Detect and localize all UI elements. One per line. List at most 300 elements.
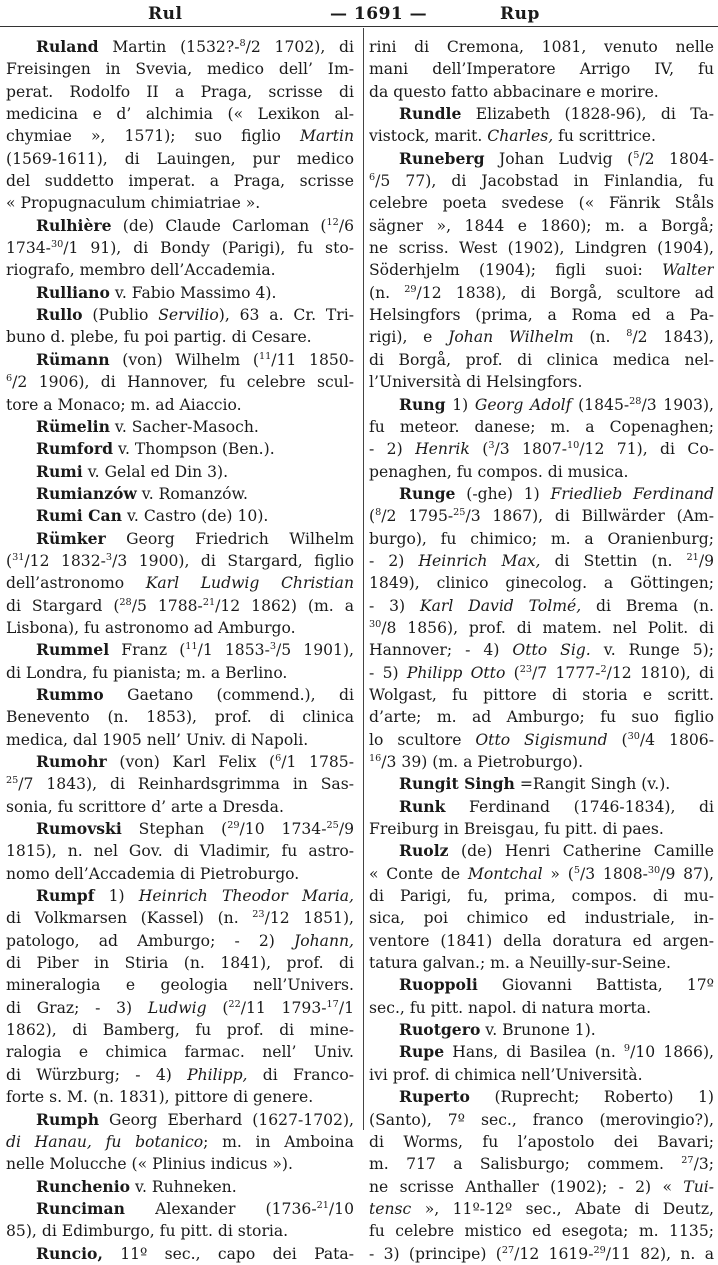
text-run: di Stettin (n. [540, 551, 687, 570]
headword: Rumianzów [36, 483, 137, 503]
text-run: » ( [542, 864, 574, 883]
headword: Runcio, [36, 1243, 103, 1263]
text-line [369, 572, 714, 594]
headword: Rumph [36, 1109, 100, 1129]
text-line [369, 1131, 714, 1153]
text-run: vistock, marit. [369, 127, 488, 146]
text-run: - 3) (principe) ( [369, 1244, 502, 1263]
italic-text: Johan Wilhelm [448, 328, 574, 347]
entry-start-line [6, 349, 354, 371]
superscript: 30 [647, 864, 661, 876]
superscript: 11 [258, 350, 272, 362]
text-line [6, 371, 354, 393]
entry-start-line [369, 773, 714, 795]
text-run: fu scrittrice. [553, 127, 656, 146]
text-run: fu meteor. danese; m. a Copenaghen; [369, 417, 714, 436]
text-run: 1849), clinico ginecolog. a Göttingen; [369, 574, 714, 593]
superscript: 8 [375, 507, 382, 519]
text-run: v. Fabio Massimo 4). [109, 283, 277, 302]
text-run: di Worms, fu l’apostolo dei Bavari; [369, 1132, 714, 1151]
italic-text: Servilio [158, 306, 219, 325]
text-run: Martin (1532?- [98, 38, 240, 56]
text-line [6, 930, 354, 952]
superscript: 28 [119, 596, 132, 608]
text-run: (von) Wilhelm ( [109, 350, 259, 369]
text-run: tatura galvan.; m. a Neuilly-sur-Seine. [369, 954, 671, 973]
text-run: di Graz; - 3) [6, 998, 148, 1017]
headword: Rumpf [36, 886, 95, 906]
text-run: =Rangit Singh (v.). [514, 775, 671, 794]
text-run: m. 717 a Salisburgo; commem. [369, 1155, 682, 1174]
superscript: 29 [593, 1244, 606, 1256]
text-run: Freiburg in Breisgau, fu pitt. di paes. [369, 820, 664, 839]
text-run: /9 [698, 551, 714, 570]
text-line [369, 125, 714, 147]
text-run: patologo, ad Amburgo; - 2) [6, 931, 294, 950]
text-line [6, 796, 354, 818]
text-run: chymiae », 1571); suo figlio [6, 127, 300, 146]
text-run: /7 1843), di Reinhardsgrimma in Sas- [18, 775, 354, 794]
entry-start-line [6, 528, 354, 550]
headword: Ruoppoli [399, 975, 478, 995]
text-run: rigi), e [369, 328, 449, 347]
text-line [369, 729, 714, 751]
entry-start-line [6, 36, 354, 58]
entry-start-line [6, 1198, 354, 1220]
italic-text: Otto Sig. [512, 641, 591, 660]
superscript: 3 [488, 440, 495, 451]
superscript: 6 [369, 171, 376, 183]
superscript: 30 [627, 730, 640, 742]
text-line [6, 125, 354, 147]
text-run: sec., fu pitt. napol. di natura morta. [369, 998, 652, 1017]
entry-start-line [6, 1176, 354, 1198]
text-run: (-ghe) 1) [455, 484, 551, 503]
text-line [369, 1220, 714, 1242]
headword: Rulhière [36, 215, 112, 235]
text-run: ), 63 a. Cr. Tri- [218, 306, 354, 325]
entry-start-line [6, 751, 354, 773]
text-line [6, 550, 354, 572]
entry-start-line [6, 505, 354, 527]
headword: Rulliano [36, 282, 110, 302]
text-run: (n. [369, 283, 405, 302]
entry-start-line [369, 796, 714, 818]
italic-text: Friedlieb Ferdinand [550, 484, 714, 503]
headword: Rümelin [36, 416, 110, 436]
text-run: /12 1862) (m. a [215, 596, 354, 615]
superscript: 29 [227, 819, 240, 831]
italic-text: Martin [299, 127, 354, 146]
text-line [6, 662, 354, 684]
text-line [6, 706, 354, 728]
text-run: ivi prof. di chimica nell’Università. [369, 1065, 643, 1084]
italic-text: Henrik [415, 440, 470, 459]
entry-start-line [6, 416, 354, 438]
text-line [6, 1220, 354, 1242]
text-run: ( [6, 551, 13, 570]
superscript: 3 [269, 641, 276, 653]
italic-text: Montchal [467, 864, 543, 883]
text-run: /9 [338, 820, 354, 839]
text-line [369, 1176, 714, 1198]
text-line [6, 1041, 354, 1063]
text-run: da questo fatto abbacinare e morire. [369, 82, 659, 101]
text-run: /4 1806- [639, 730, 714, 749]
headword: Rummel [36, 640, 110, 660]
text-line [369, 349, 714, 371]
text-run: buno d. plebe, fu poi partig. di Cesare. [6, 328, 312, 347]
text-run: /3 1808- [579, 864, 648, 883]
text-run: di Parigi, fu, prima, compos. di mu- [369, 887, 714, 906]
text-line [369, 259, 714, 281]
text-run: /12 1619- [514, 1244, 594, 1263]
text-line [369, 930, 714, 952]
italic-text: Heinrich Max, [418, 551, 541, 570]
text-line [369, 818, 714, 840]
italic-text: Charles, [487, 127, 554, 146]
text-line [6, 58, 354, 80]
text-run: /2 1702), di [245, 38, 354, 56]
text-line [369, 304, 714, 326]
text-run: (1845- [571, 395, 630, 414]
headword: Rungit Singh [399, 774, 515, 794]
text-run: ( [607, 730, 628, 749]
entry-start-line [6, 483, 354, 505]
text-run: sonia, fu scrittore d’ arte a Dresda. [6, 797, 284, 816]
text-run: ; m. in Amboina [203, 1132, 354, 1151]
superscript: 22 [228, 998, 241, 1010]
text-run: ( [469, 440, 489, 459]
superscript: 25 [326, 819, 339, 831]
text-run: ( [505, 663, 520, 682]
text-run: /3 1867), di Billwärder (Am- [465, 507, 714, 526]
text-run: /12 1832- [24, 551, 106, 570]
text-run: di Volkmarsen (Kassel) (n. [6, 909, 253, 928]
text-line [369, 1064, 714, 1086]
headword: Runge [399, 483, 456, 503]
text-run: di Würzburg; - 4) [6, 1065, 188, 1084]
text-run: Helsingfors (prima, a Roma ed a Pa- [369, 306, 714, 325]
entry-start-line [6, 1109, 354, 1131]
text-run: l’Università di Helsingfors. [369, 373, 583, 392]
text-line [369, 595, 714, 617]
text-line [369, 1153, 714, 1175]
headword: Ruotgero [399, 1020, 481, 1040]
superscript: 29 [404, 283, 417, 295]
text-run: riografo, membro dell’Accademia. [6, 261, 276, 280]
text-run: Hannover; - 4) [369, 641, 513, 660]
entry-start-line [369, 1019, 714, 1041]
text-run: /7 1777- [532, 663, 601, 682]
text-run: v. Ruhneken. [130, 1177, 237, 1196]
text-line [6, 103, 354, 125]
text-run: /3 39) (m. a Pietroburgo). [381, 753, 584, 771]
text-run: di Borgå, prof. di clinica medica nel- [369, 350, 714, 369]
text-run: Georg Eberhard (1627-1702), [99, 1110, 354, 1129]
text-run: (Publio [82, 306, 159, 325]
superscript: 3 [105, 551, 113, 563]
text-run: - 2) [369, 551, 419, 570]
header-left-guide-word: Rul [148, 4, 183, 24]
headword: Ruolz [399, 841, 449, 861]
text-run: perat. Rodolfo II a Praga, scrisse di [6, 82, 354, 101]
superscript: 10 [567, 440, 580, 451]
text-run: ( [206, 998, 229, 1017]
italic-text: Heinrich Theodor Maria, [138, 887, 354, 906]
text-line [6, 572, 354, 594]
text-run: - 3) [369, 596, 420, 615]
entry-start-line [6, 885, 354, 907]
text-run: /5 1788- [131, 596, 203, 615]
text-line [6, 326, 354, 348]
text-run: /3; [693, 1155, 714, 1174]
text-run: 1734- [6, 239, 51, 258]
text-run: celebre poeta svedese (« Fänrik Ståls [369, 194, 714, 213]
text-run: /2 1795- [381, 507, 454, 526]
text-run: Elizabeth (1828-96), di Ta- [461, 105, 714, 124]
italic-text: Karl Ludwig Christian [145, 574, 354, 593]
text-line [6, 237, 354, 259]
text-run: /10 1734- [239, 820, 327, 839]
italic-text: Karl David Tolmé, [419, 596, 582, 615]
entry-start-line [6, 215, 354, 237]
text-run: di Piber in Stiria (n. 1841), prof. di [6, 954, 354, 973]
text-line [6, 952, 354, 974]
text-line [369, 81, 714, 103]
text-run: /1 [338, 998, 354, 1017]
text-line [369, 282, 714, 304]
italic-text: Philipp, [187, 1065, 248, 1084]
headword: Rümker [36, 528, 106, 548]
text-run: ventore (1841) della doratura ed argen- [369, 931, 714, 950]
text-run: /5 77), di Jacobstad in Finlandia, fu [375, 172, 714, 191]
text-run: sägner », 1844 e 1860); m. a Borgå; [369, 216, 714, 235]
text-run: d’arte; m. ad Amburgo; fu suo figlio [369, 708, 714, 727]
text-run: 1) [94, 887, 139, 906]
page-number: — 1691 — [330, 4, 428, 24]
text-run: Söderhjelm (1904); figli suoi: [369, 261, 663, 280]
left-column [6, 36, 354, 1265]
text-line [369, 528, 714, 550]
italic-text: Otto Sigismund [475, 730, 608, 749]
text-run: 11º sec., capo dei Pata- [102, 1244, 354, 1263]
superscript: 12 [326, 216, 339, 228]
superscript: 23 [252, 909, 265, 921]
entry-start-line [369, 840, 714, 862]
text-run: Alexander (1736- [125, 1199, 317, 1218]
superscript: 28 [629, 395, 642, 407]
headword: Rümann [36, 349, 110, 369]
text-run: ne scriss. West (1902), Lindgren (1904), [369, 239, 714, 258]
text-line [369, 907, 714, 929]
text-run: /9 87), [660, 864, 714, 883]
text-run: v. Brunone 1). [480, 1021, 596, 1040]
text-line [369, 326, 714, 348]
text-line [369, 885, 714, 907]
running-header [0, 0, 718, 26]
text-line [6, 840, 354, 862]
text-run: medicina e d’ alchimia (« Lexikon al- [6, 105, 354, 124]
text-line [369, 170, 714, 192]
headword: Rumi Can [36, 506, 123, 526]
italic-text: di Hanau, fu botanico [6, 1132, 204, 1151]
entry-start-line [369, 1086, 714, 1108]
text-line [6, 1086, 354, 1108]
text-line [369, 1243, 714, 1265]
text-run: « Propugnaculum chimiatriae ». [6, 194, 261, 213]
text-run: (Ruprecht; Roberto) 1) [469, 1088, 714, 1107]
text-line [6, 259, 354, 281]
text-line [6, 617, 354, 639]
superscript: 30 [369, 618, 382, 630]
text-line [6, 997, 354, 1019]
headword: Runchenio [36, 1176, 131, 1196]
entry-start-line [369, 103, 714, 125]
text-run: nomo dell’Accademia di Pietroburgo. [6, 864, 300, 883]
text-run: di Londra, fu pianista; m. a Berlino. [6, 663, 288, 682]
entry-start-line [369, 394, 714, 416]
text-run: (n. [573, 328, 627, 347]
right-column [369, 36, 714, 1265]
text-run: /11 1850- [271, 350, 354, 369]
text-run: « Conte de [369, 864, 468, 883]
text-run: lo scultore [369, 730, 476, 749]
text-run: v. Runge 5); [590, 641, 714, 660]
entry-start-line [6, 438, 354, 460]
text-run: di Brema (n. [581, 596, 714, 615]
text-line [369, 58, 714, 80]
text-run: /6 [338, 216, 354, 235]
text-line [369, 1109, 714, 1131]
superscript: 2 [600, 663, 607, 675]
superscript: 23 [519, 663, 533, 675]
text-line [369, 438, 714, 460]
superscript: 21 [316, 1199, 329, 1211]
headword: Runciman [36, 1198, 125, 1218]
entry-start-line [369, 974, 714, 996]
superscript: 6 [6, 372, 13, 384]
text-run: Franz ( [109, 641, 186, 660]
headword: Rumi [36, 461, 83, 481]
text-run: /11 1793- [240, 998, 327, 1017]
text-line [369, 416, 714, 438]
text-run: /10 1866), [630, 1043, 714, 1062]
text-run: v. Thompson (Ben.). [113, 440, 275, 459]
superscript: 5 [573, 864, 580, 876]
text-line [6, 81, 354, 103]
text-run: mani dell’Imperatore Arrigo IV, fu [369, 60, 714, 79]
text-line [369, 684, 714, 706]
text-line [6, 1153, 354, 1175]
entry-start-line [6, 639, 354, 661]
text-run: di Stargard ( [6, 596, 120, 615]
text-run: - 5) [369, 663, 407, 682]
superscript: 25 [453, 507, 466, 519]
text-run: /3 1903), [641, 395, 714, 414]
text-run: /1 1853- [197, 641, 270, 660]
headword: Rundle [399, 104, 462, 124]
italic-text: Ludwig [147, 998, 207, 1017]
text-line [6, 170, 354, 192]
text-line [6, 1131, 354, 1153]
text-line [369, 952, 714, 974]
text-run: /1 91), di Bondy (Parigi), fu sto- [63, 239, 354, 258]
text-run: di Franco- [247, 1065, 354, 1084]
superscript: 27 [681, 1155, 694, 1166]
text-run: sica, poi chimico ed industriale, in- [369, 909, 714, 928]
superscript: 8 [626, 328, 633, 340]
italic-text: Georg Adolf [474, 395, 572, 414]
text-run: /2 1843), [632, 328, 714, 347]
text-run: v. Romanzów. [136, 484, 248, 503]
text-run: Wolgast, fu pittore di storia e scritt. [369, 685, 714, 704]
text-line [6, 148, 354, 170]
text-line [369, 706, 714, 728]
text-run: (1569-1611), di Lauingen, pur medico [6, 149, 354, 168]
text-run: Georg Friedrich Wilhelm [105, 529, 354, 548]
superscript: 30 [50, 238, 64, 250]
text-line [369, 215, 714, 237]
superscript: 16 [369, 752, 382, 764]
text-line [369, 863, 714, 885]
entry-start-line [6, 1243, 354, 1265]
text-line [6, 1064, 354, 1086]
text-run: Gaetano (commend.), di [103, 685, 354, 704]
headword: Rupe [399, 1042, 445, 1062]
text-run: 1862), di Bamberg, fu prof. di mine- [6, 1021, 354, 1040]
entry-start-line [6, 684, 354, 706]
text-run: ralogia e chimica farmac. nell’ Univ. [6, 1043, 354, 1062]
text-run: Giovanni Battista, 17º [477, 976, 714, 995]
entry-start-line [369, 148, 714, 170]
superscript: 21 [202, 596, 216, 608]
text-run: del suddetto imperat. a Praga, scrisse [6, 172, 354, 191]
headword: Runk [399, 796, 446, 816]
text-run: (von) Karl Felix ( [106, 753, 276, 771]
text-run: fu celebre mistico ed esegota; m. 1135; [369, 1222, 714, 1241]
superscript: 5 [633, 149, 640, 161]
text-run: nelle Molucche (« Plinius indicus »). [6, 1155, 293, 1174]
superscript: 8 [239, 37, 246, 49]
text-run: mineralogia e geologia nell’Univers. [6, 976, 354, 995]
text-line [369, 461, 714, 483]
text-run: - 2) [369, 440, 416, 459]
headword: Rumford [36, 439, 114, 459]
superscript: 11 [185, 641, 198, 653]
text-run: /11 82), n. a [605, 1244, 714, 1263]
text-run: /2 1906), di Hannover, fu celebre scul- [12, 373, 354, 392]
column-divider [363, 28, 364, 1130]
text-line [6, 907, 354, 929]
text-run: forte s. M. (n. 1831), pittore di genere. [6, 1088, 314, 1107]
headword: Rumohr [36, 752, 107, 771]
text-run: /5 1901), [276, 641, 354, 660]
header-right-guide-word: Rup [500, 4, 540, 24]
text-run: v. Castro (de) 10). [122, 507, 269, 526]
text-run: (de) Henri Catherine Camille [448, 842, 714, 861]
text-run: dell’astronomo [6, 574, 146, 593]
text-run: /3 1900), di Stargard, figlio [112, 551, 354, 570]
text-run: Lisbona), fu astronomo ad Amburgo. [6, 618, 296, 637]
text-run: 1815), n. nel Gov. di Vladimir, fu astro- [6, 842, 354, 861]
text-run: v. Sacher-Masoch. [109, 417, 259, 436]
text-run: », 11º-12º sec., Abate di Deutz, [411, 1199, 714, 1218]
text-line [6, 1019, 354, 1041]
text-run: /12 1810), di [606, 663, 714, 682]
text-run: /2 1804- [639, 149, 714, 168]
text-line [6, 192, 354, 214]
